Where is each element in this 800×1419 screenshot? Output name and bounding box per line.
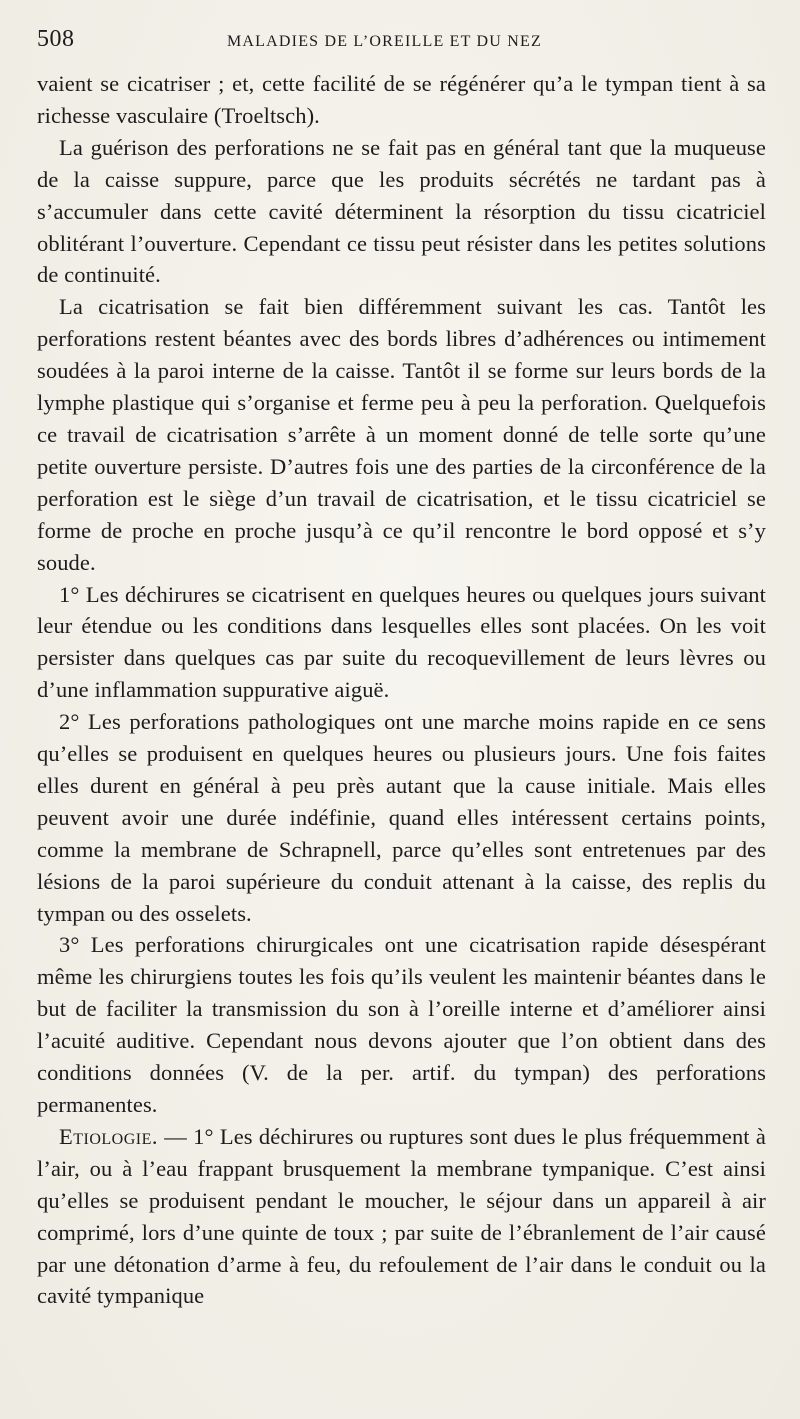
paragraph-text: 2° Les perforations pathologiques ont une marche moins rapide en ce sens qu’elles se produisent en quelques heures ou plusieurs jours. Une fois faites elles durent en général à peu près autant que la cause initiale. Mais elles peuvent avoir une durée indéfinie, quand elles intéressent certains points, comme la membrane de Schrapnell, parce qu’elles sont entretenues par des lésions de la paroi supérieure du conduit attenant à la caisse, des replis du tympan ou des osselets. (37, 709, 766, 926)
paragraph-text: vaient se cicatriser ; et, cette facilité de se régénérer qu’a le tympan tient à sa richesse vasculaire (Troeltsch). (37, 71, 766, 128)
paragraph-continuation (37, 68, 766, 132)
section-heading-etiologie: Etiologie. (59, 1123, 159, 1149)
paragraph-text: 1° Les déchirures se cicatrisent en quelques heures ou quelques jours suivant leur étendue ou les conditions dans lesquelles elles sont placées. On les voit persister dans quelques cas par suite du recoquevillement de leurs lèvres ou d’une inflammation suppurative aiguë. (37, 581, 766, 703)
paragraph-text: La cicatrisation se fait bien différemment suivant les cas. Tantôt les perforations restent béantes avec des bords libres d’adhérences ou intimement soudées à la paroi interne de la caisse. Tantôt il se forme sur leurs bords de la lymphe plastique qui s’organise et ferme peu à peu la perforation. Quelquefois ce travail de cicatrisation s’arrête à un moment donné de telle sorte qu’une petite ouverture persiste. D’autres fois une des parties de la circonférence de la perforation est le siège d’un travail de cicatrisation, et le tissu cicatriciel se forme de proche en proche jusqu’à ce qu’il rencontre le bord opposé et s’y soude. (37, 294, 766, 575)
paragraph-cicatrisation (37, 291, 766, 578)
page-number: 508 (37, 26, 75, 52)
paragraph-item-1 (37, 579, 766, 707)
page-header (37, 26, 766, 58)
running-title: MALADIES DE L’OREILLE ET DU NEZ (227, 33, 542, 50)
paragraph-item-2 (37, 706, 766, 929)
paragraph-item-3 (37, 929, 766, 1120)
paragraph-healing (37, 132, 766, 292)
paragraph-text: — 1° Les déchirures ou ruptures sont dues le plus fréquemment à l’air, ou à l’eau frappant brusquement la membrane tympanique. C’est ainsi qu’elles se produisent pendant le moucher, le séjour dans un appareil à air comprimé, lors d’une quinte de toux ; par suite de l’ébranlement de l’air causé par une détonation d’arme à feu, du refoulement de l’air dans le conduit ou la cavité tympanique (37, 1123, 766, 1309)
body-text (37, 68, 766, 1312)
paragraph-etiologie (37, 1121, 766, 1312)
paragraph-text: La guérison des perforations ne se fait pas en général tant que la muqueuse de la caisse suppure, parce que les produits sécrétés ne tardant pas à s’accumuler dans cette cavité déterminent la résorption du tissu cicatriciel oblitérant l’ouverture. Cependant ce tissu peut résister dans les petites solutions de continuité. (37, 134, 766, 288)
paragraph-text: 3° Les perforations chirurgicales ont une cicatrisation rapide désespérant même les chirurgiens toutes les fois qu’ils veulent les maintenir béantes dans le but de faciliter la transmission du son à l’oreille interne et d’améliorer ainsi l’acuité auditive. Cependant nous devons ajouter que l’on obtient dans des conditions données (V. de la per. artif. du tympan) des perforations permanentes. (37, 932, 766, 1117)
